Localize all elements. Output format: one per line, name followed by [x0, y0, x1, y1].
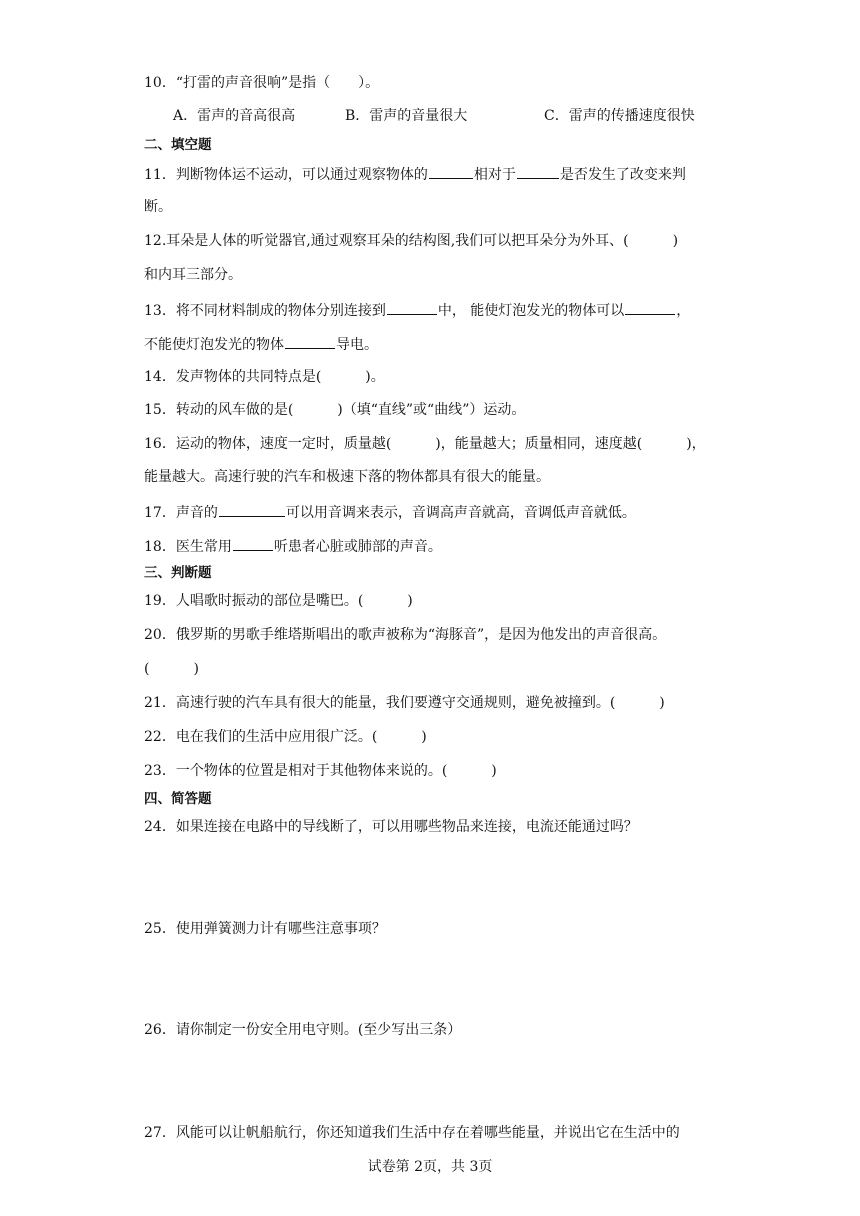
- question-13-text-c: ，: [676, 303, 691, 319]
- question-15-text-a: 15．转动的风车做的是(: [144, 402, 294, 418]
- answer-blank[interactable]: [233, 536, 273, 551]
- section-title-fill-in: 二、填空题: [144, 137, 212, 153]
- question-17: [144, 502, 636, 522]
- question-15: [144, 401, 525, 419]
- question-11-text-a: 11．判断物体运不运动，可以通过观察物体的: [144, 167, 428, 183]
- question-27: 27．风能可以让帆船航行，你还知道我们生活中存在着哪些能量，并说出它在生活中的: [144, 1125, 680, 1141]
- section-title-short-answer: 四、简答题: [144, 791, 212, 807]
- question-14-text-a: 14．发声物体的共同特点是(: [144, 369, 322, 385]
- question-26: 26．请你制定一份安全用电守则。(至少写出三条）: [144, 1022, 462, 1038]
- question-11-text-c: 是否发生了改变来判: [559, 167, 686, 183]
- question-10-option-b: B．雷声的音量很大: [345, 108, 468, 124]
- question-17-text-a: 17．声音的: [144, 505, 218, 521]
- question-16-line-1: [144, 435, 706, 453]
- question-22: [144, 728, 427, 746]
- question-22-text-a: 22．电在我们的生活中应用很广泛。(: [144, 729, 378, 745]
- question-15-text-b: )（填“直线”或“曲线”）运动。: [337, 402, 526, 418]
- question-13-text-d: 不能使灯泡发光的物体: [144, 337, 284, 353]
- question-24: 24．如果连接在电路中的导线断了，可以用哪些物品来连接，电流还能通过吗？: [144, 819, 638, 835]
- question-20-text-c: ): [193, 661, 199, 677]
- question-16-text-c: )，: [686, 436, 706, 452]
- question-20-line-2: [144, 660, 199, 678]
- question-13-text-a: 13．将不同材料制成的物体分别连接到: [144, 303, 386, 319]
- question-11-line-2: 断。: [144, 199, 172, 215]
- question-19-text-b: ): [407, 593, 413, 609]
- question-14-text-b: )。: [365, 369, 385, 385]
- question-13-text-e: 导电。: [336, 337, 378, 353]
- answer-blank[interactable]: [429, 164, 473, 179]
- question-25: 25．使用弹簧测力计有哪些注意事项？: [144, 921, 386, 937]
- answer-blank[interactable]: [285, 334, 335, 349]
- question-13-text-b: 中， 能使灯泡发光的物体可以: [437, 303, 625, 319]
- question-21-text-a: 21．高速行驶的汽车具有很大的能量，我们要遵守交通规则，避免被撞到。(: [144, 695, 616, 711]
- question-12-text-b: ): [672, 233, 679, 249]
- question-16-line-2: 能量越大。高速行驶的汽车和极速下落的物体都具有很大的能量。: [144, 469, 550, 485]
- question-10-option-a: A．雷声的音高很高: [173, 108, 296, 124]
- answer-blank[interactable]: [219, 502, 285, 517]
- section-title-true-false: 三、判断题: [144, 565, 212, 581]
- question-21-text-b: ): [659, 695, 665, 711]
- question-22-text-b: ): [421, 729, 427, 745]
- answer-blank[interactable]: [625, 300, 675, 315]
- question-10-stem: 10．“打雷的声音很响”是指（ ）。: [144, 75, 380, 91]
- question-16-text-a: 16．运动的物体，速度一定时，质量越(: [144, 436, 392, 452]
- question-20-line-1: 20．俄罗斯的男歌手维塔斯唱出的歌声被称为“海豚音”，是因为他发出的声音很高。: [144, 627, 667, 643]
- question-13-line-1: [144, 300, 690, 320]
- question-19-text-a: 19．人唱歌时振动的部位是嘴巴。(: [144, 593, 364, 609]
- question-14: [144, 368, 385, 386]
- question-19: [144, 592, 413, 610]
- question-13-line-2: [144, 334, 378, 354]
- question-18-text-a: 18．医生常用: [144, 539, 232, 555]
- question-18: [144, 536, 442, 556]
- question-23-text-a: 23．一个物体的位置是相对于其他物体来说的。(: [144, 763, 448, 779]
- question-12-line-1: [144, 232, 678, 250]
- answer-blank[interactable]: [387, 300, 437, 315]
- question-23: [144, 762, 497, 780]
- page-footer: 试卷第 2页，共 3页: [367, 1159, 493, 1175]
- question-20-text-b: (: [144, 661, 150, 677]
- question-12-line-2: 和内耳三部分。: [144, 267, 242, 283]
- question-21: [144, 694, 665, 712]
- question-23-text-b: ): [491, 763, 497, 779]
- question-10-option-c: C．雷声的传播速度很快: [544, 108, 695, 124]
- question-11-text-b: 相对于: [473, 167, 516, 183]
- question-16-text-b: )，能量越大；质量相同，速度越(: [435, 436, 643, 452]
- answer-blank[interactable]: [517, 164, 559, 179]
- question-12-text-a: 12.耳朵是人体的听觉器官,通过观察耳朵的结构图,我们可以把耳朵分为外耳、(: [144, 233, 629, 249]
- question-18-text-b: 听患者心脏或肺部的声音。: [273, 539, 442, 555]
- question-17-text-b: 可以用音调来表示，音调高声音就高，音调低声音就低。: [285, 505, 636, 521]
- question-11-line-1: [144, 164, 686, 184]
